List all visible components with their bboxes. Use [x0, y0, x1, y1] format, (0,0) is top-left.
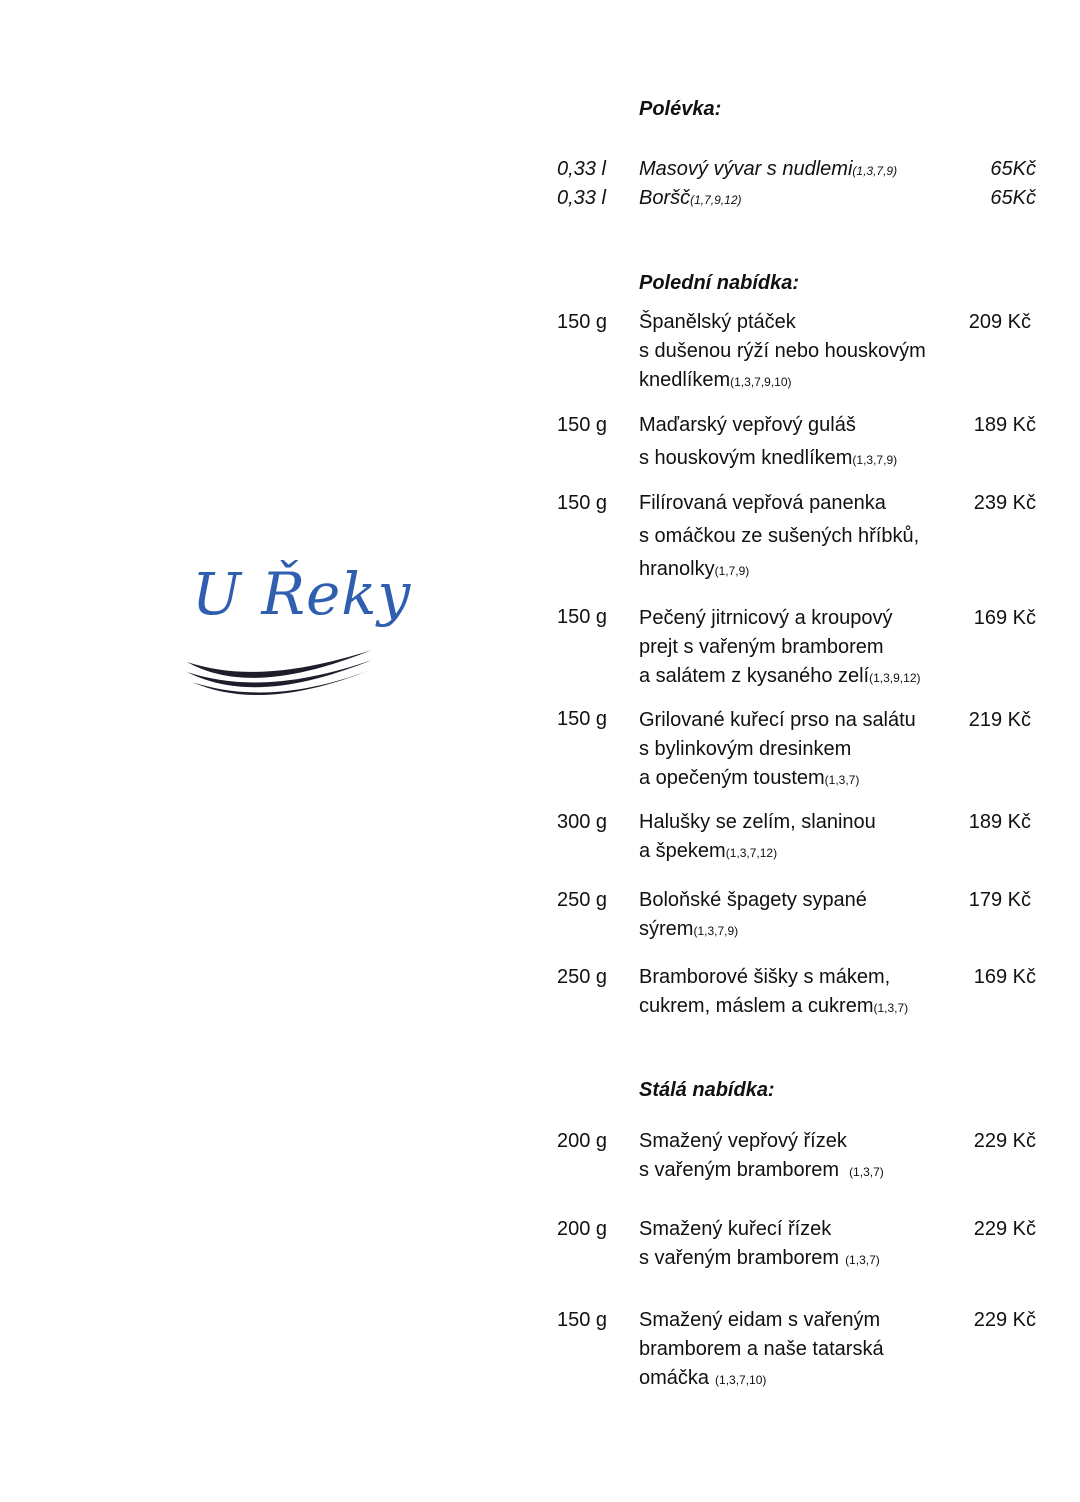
item-name-line: Španělský ptáček	[639, 311, 796, 333]
item-name-line	[639, 992, 908, 1023]
item-name: sýrem	[639, 918, 694, 940]
item-quantity: 150 g	[557, 311, 608, 333]
item-name-line	[639, 366, 792, 397]
item-allergens: (1,3,7)	[824, 773, 860, 787]
item-name-line: s bylinkovým dresinkem	[639, 738, 852, 760]
item-name: Masový vývar s nudlemi	[639, 158, 853, 180]
item-name-line	[639, 1364, 766, 1395]
item-price: 209 Kč	[968, 311, 1031, 333]
item-name-line: Smažený vepřový řízek	[639, 1130, 847, 1152]
item-quantity: 0,33 l	[557, 158, 606, 180]
item-name: s vařeným bramborem	[639, 1159, 840, 1181]
item-quantity: 0,33 l	[557, 187, 606, 209]
item-allergens: (1,3,7)	[845, 1253, 880, 1267]
lunch-section-title: Polední nabídka:	[639, 272, 800, 294]
logo-text: U Řeky	[192, 560, 412, 628]
item-allergens: (1,3,7,12)	[725, 846, 778, 860]
item-name: hranolky	[639, 558, 715, 580]
item-allergens: (1,7,9,12)	[690, 193, 742, 207]
item-name: Boršč	[639, 187, 691, 209]
item-name-line: Filírovaná vepřová panenka	[639, 492, 886, 514]
item-price: 229 Kč	[973, 1130, 1036, 1152]
item-name-line: Smažený eidam s vařeným	[639, 1309, 881, 1331]
item-name: a opečeným toustem	[639, 767, 825, 789]
item-name-line	[639, 555, 749, 586]
restaurant-logo	[182, 560, 412, 700]
item-price: 179 Kč	[968, 889, 1031, 911]
item-name-line	[639, 837, 777, 868]
item-price: 219 Kč	[968, 709, 1031, 731]
item-allergens: (1,3,7)	[873, 1001, 909, 1015]
item-name: cukrem, máslem a cukrem	[639, 995, 874, 1017]
item-name-line: Pečený jitrnicový a kroupový	[639, 607, 893, 629]
item-name: s houskovým knedlíkem	[639, 447, 853, 469]
soup-section-title: Polévka:	[639, 98, 722, 120]
item-price: 169 Kč	[973, 607, 1036, 629]
item-name-line	[639, 915, 738, 946]
item-name-line: bramborem a naše tatarská	[639, 1338, 884, 1360]
item-quantity: 150 g	[557, 1309, 608, 1331]
item-quantity: 250 g	[557, 966, 608, 988]
item-quantity: 150 g	[557, 414, 608, 436]
item-price: 189 Kč	[968, 811, 1031, 833]
item-allergens: (1,3,7,9)	[852, 453, 898, 467]
item-allergens: (1,3,9,12)	[869, 671, 921, 685]
item-name-line: Grilované kuřecí prso na salátu	[639, 709, 916, 731]
item-price: 229 Kč	[973, 1309, 1036, 1331]
item-allergens: (1,3,7)	[849, 1165, 884, 1179]
item-name-line: Maďarský vepřový guláš	[639, 414, 856, 436]
item-price: 169 Kč	[973, 966, 1036, 988]
item-name-line	[639, 764, 859, 795]
item-name-line: Halušky se zelím, slaninou	[639, 811, 876, 833]
item-price: 65Kč	[990, 187, 1036, 209]
item-name: knedlíkem	[639, 369, 731, 391]
item-name-line	[639, 184, 742, 215]
item-name-line	[639, 1156, 884, 1187]
item-quantity: 150 g	[557, 708, 608, 730]
item-name-line: Bramborové šišky s mákem,	[639, 966, 891, 988]
item-name-line	[639, 662, 921, 693]
item-name: a špekem	[639, 840, 726, 862]
item-quantity: 250 g	[557, 889, 608, 911]
item-name-line	[639, 155, 897, 186]
item-quantity: 200 g	[557, 1218, 608, 1240]
item-allergens: (1,7,9)	[714, 564, 750, 578]
item-allergens: (1,3,7,9)	[852, 164, 898, 178]
waves-icon	[182, 642, 382, 702]
item-price: 189 Kč	[973, 414, 1036, 436]
item-name-line: s omáčkou ze sušených hříbků,	[639, 525, 920, 547]
item-name-line	[639, 1244, 880, 1275]
item-name: s vařeným bramborem	[639, 1247, 840, 1269]
item-name: a salátem z kysaného zelí	[639, 665, 870, 687]
item-allergens: (1,3,7,9)	[693, 924, 739, 938]
item-name: omáčka	[639, 1367, 710, 1389]
item-quantity: 150 g	[557, 606, 608, 628]
item-quantity: 150 g	[557, 492, 608, 514]
item-name-line	[639, 444, 897, 475]
standard-section-title: Stálá nabídka:	[639, 1079, 775, 1101]
item-price: 239 Kč	[973, 492, 1036, 514]
item-allergens: (1,3,7,9,10)	[730, 375, 792, 389]
item-price: 65Kč	[990, 158, 1036, 180]
item-name-line: prejt s vařeným bramborem	[639, 636, 884, 658]
item-price: 229 Kč	[973, 1218, 1036, 1240]
item-quantity: 200 g	[557, 1130, 608, 1152]
item-name-line: Smažený kuřecí řízek	[639, 1218, 832, 1240]
item-name-line: Boloňské špagety sypané	[639, 889, 867, 911]
item-allergens: (1,3,7,10)	[715, 1373, 767, 1387]
item-name-line: s dušenou rýží nebo houskovým	[639, 340, 926, 362]
item-quantity: 300 g	[557, 811, 608, 833]
